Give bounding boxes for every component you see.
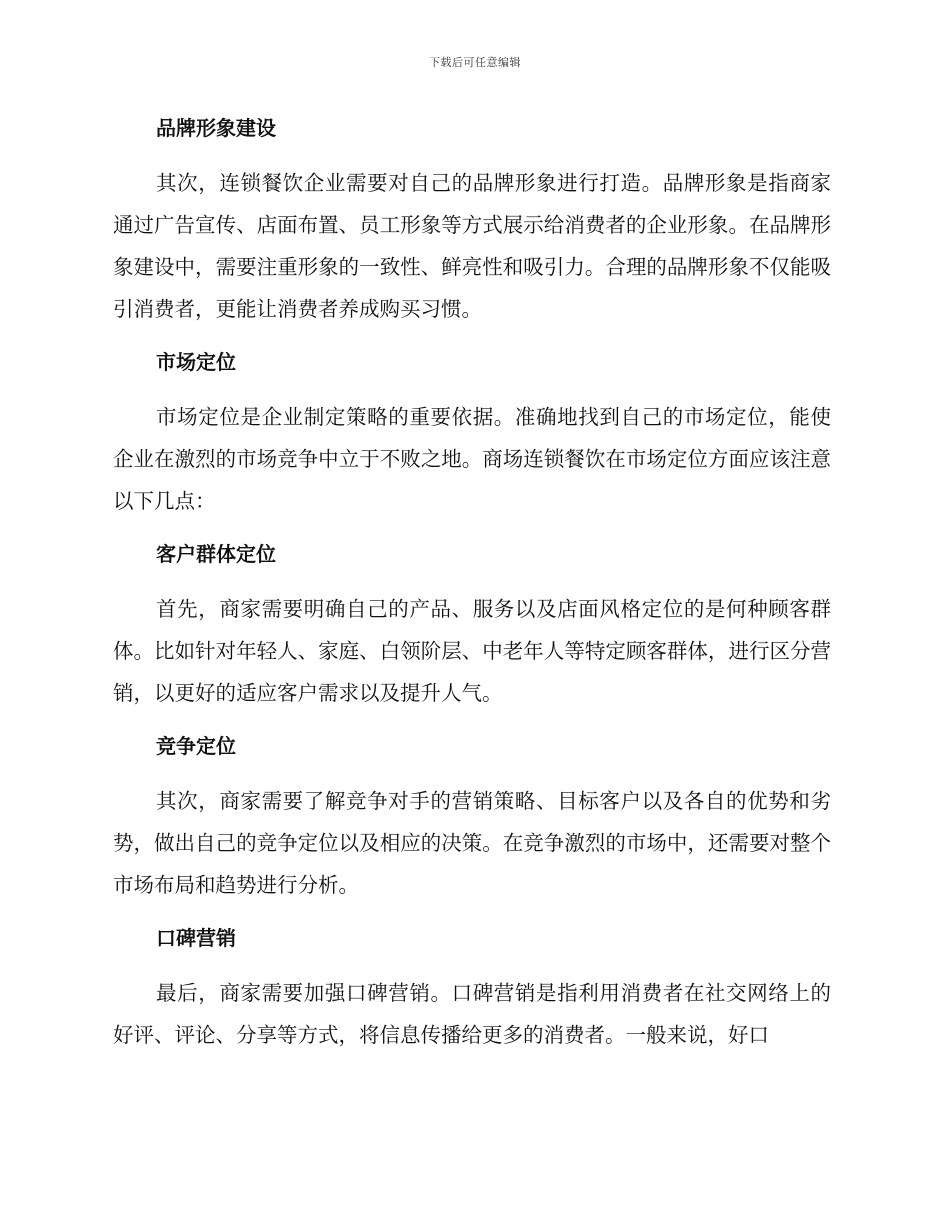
section-paragraph-word-of-mouth: 最后，商家需要加强口碑营销。口碑营销是指利用消费者在社交网络上的好评、评论、分享等方式，将信息传播给更多的消费者。一般来说，好口 — [113, 981, 831, 1047]
document-body — [113, 108, 831, 1068]
section-heading-brand-image: 品牌形象建设 — [156, 116, 276, 140]
section-heading-word-of-mouth: 口碑营销 — [156, 926, 236, 950]
section-paragraph-brand-image: 其次，连锁餐饮企业需要对自己的品牌形象进行打造。品牌形象是指商家通过广告宣传、店面布置、员工形象等方式展示给消费者的企业形象。在品牌形象建设中，需要注重形象的一致性、鲜亮性和吸引力。合理的品牌形象不仅能吸引消费者，更能让消费者养成购买习惯。 — [113, 171, 831, 321]
section-paragraph-customer-group: 首先，商家需要明确自己的产品、服务以及店面风格定位的是何种顾客群体。比如针对年轻人、家庭、白领阶层、中老年人等特定顾客群体，进行区分营销，以更好的适应客户需求以及提升人气。 — [113, 597, 831, 705]
header-note: 下载后可任意编辑 — [429, 56, 521, 69]
section-heading-customer-group: 客户群体定位 — [156, 542, 276, 566]
section-heading-market-positioning: 市场定位 — [156, 350, 236, 374]
section-heading-competitive-positioning: 竞争定位 — [156, 734, 236, 758]
section-paragraph-competitive-positioning: 其次，商家需要了解竞争对手的营销策略、目标客户以及各自的优势和劣势，做出自己的竞争定位以及相应的决策。在竞争激烈的市场中，还需要对整个市场布局和趋势进行分析。 — [113, 789, 831, 897]
section-paragraph-market-positioning: 市场定位是企业制定策略的重要依据。准确地找到自己的市场定位，能使企业在激烈的市场竞争中立于不败之地。商场连锁餐饮在市场定位方面应该注意以下几点： — [113, 405, 831, 513]
